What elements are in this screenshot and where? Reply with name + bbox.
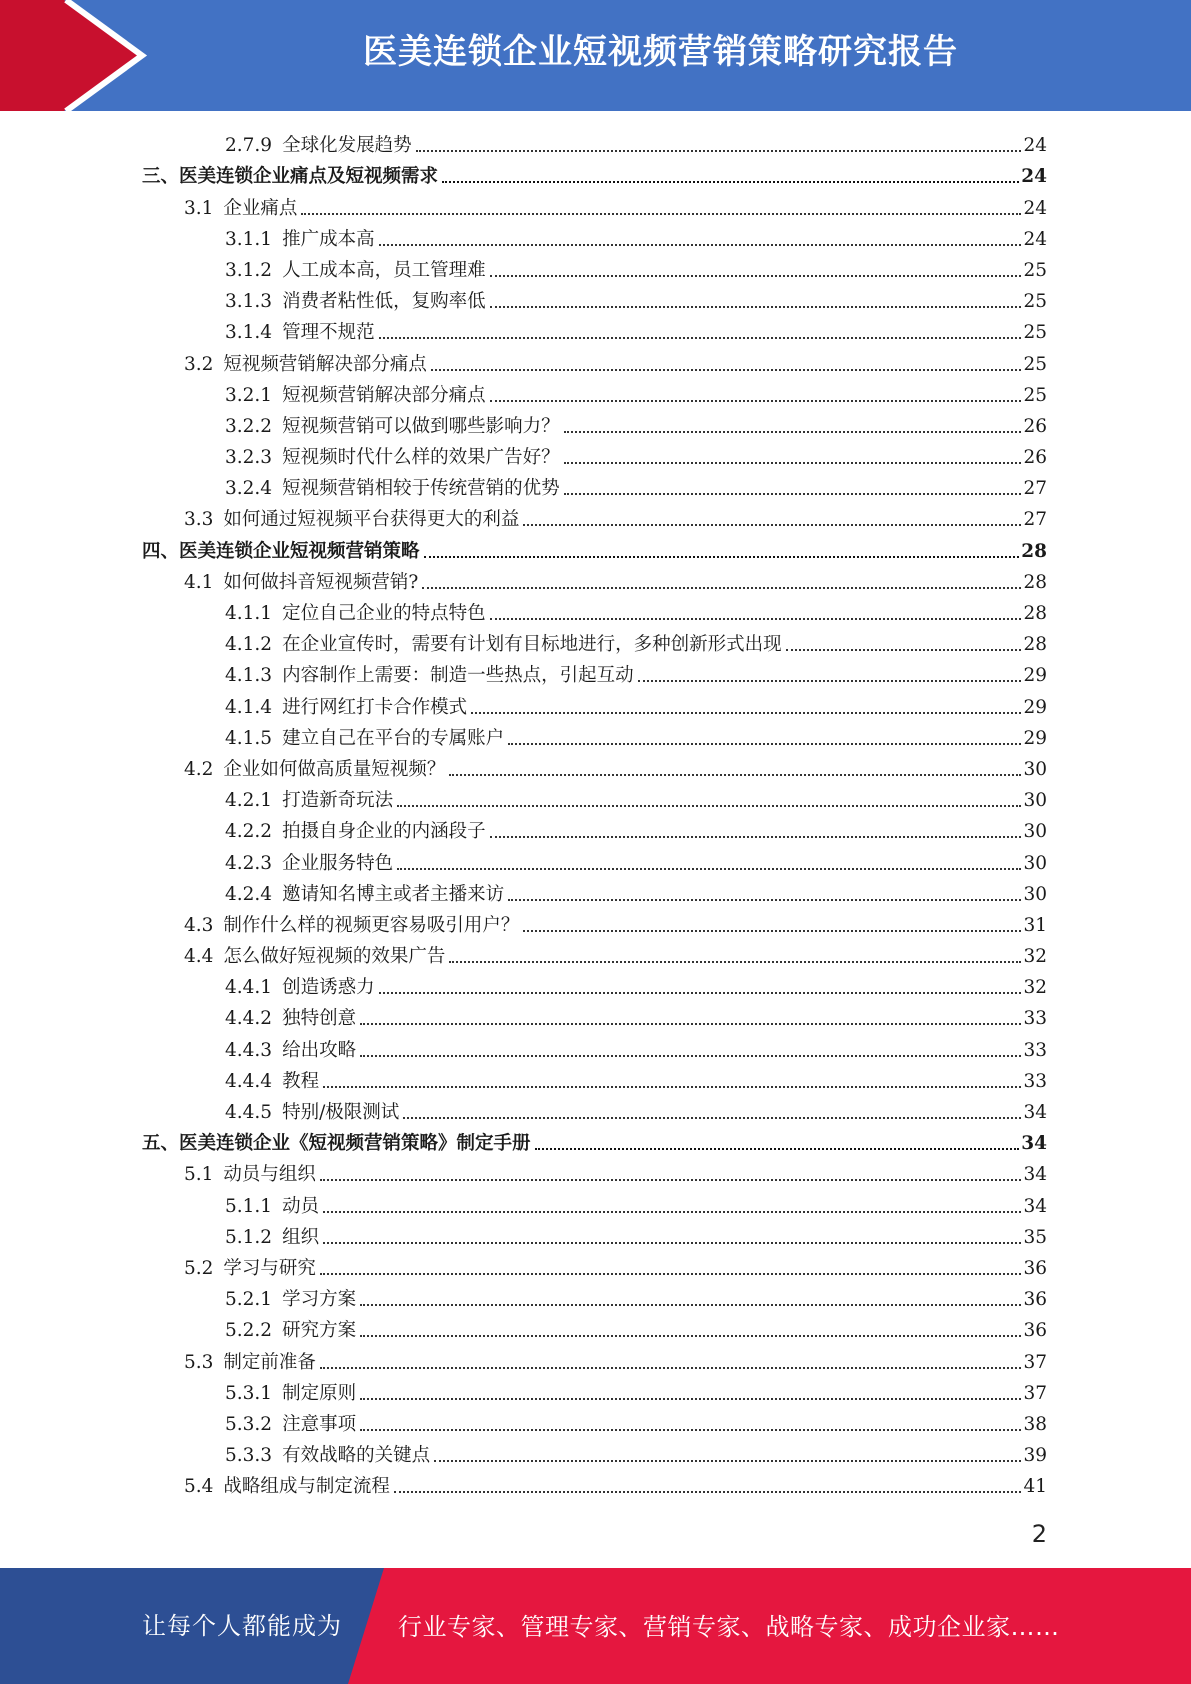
- toc-entry[interactable]: [0, 781, 1191, 812]
- toc-entry-number: 3.1.1: [225, 228, 273, 250]
- toc-entry-title: 全球化发展趋势: [282, 135, 412, 157]
- toc-entry[interactable]: [0, 1218, 1191, 1249]
- toc-dot-leader: [360, 1304, 1021, 1306]
- toc-dot-leader: [508, 899, 1021, 901]
- toc-entry-number: 5.1.2: [225, 1226, 273, 1248]
- toc-entry-page: 33: [1023, 1070, 1047, 1092]
- toc-entry-number: 3.1.4: [225, 322, 273, 344]
- toc-entry[interactable]: [0, 656, 1191, 687]
- toc-entry-page: 24: [1021, 166, 1047, 188]
- toc-entry-page: 27: [1023, 509, 1047, 531]
- toc-entry-page: 26: [1023, 447, 1047, 469]
- toc-dot-leader: [360, 1335, 1021, 1337]
- toc-entry[interactable]: [0, 188, 1191, 219]
- toc-entry[interactable]: [0, 282, 1191, 313]
- footer-slogan-right: 行业专家、管理专家、营销专家、战略专家、成功企业家……: [398, 1613, 1060, 1641]
- toc-entry[interactable]: [0, 1342, 1191, 1373]
- toc-entry-title: 注意事项: [282, 1413, 357, 1435]
- toc-entry[interactable]: [0, 1030, 1191, 1061]
- toc-entry-title: 人工成本高，员工管理难: [282, 259, 486, 281]
- toc-entry[interactable]: [0, 344, 1191, 375]
- toc-entry-page: 28: [1023, 603, 1047, 624]
- toc-entry-title: 短视频时代什么样的效果广告好？: [282, 447, 560, 469]
- toc-dot-leader: [490, 836, 1022, 838]
- toc-dot-leader: [442, 181, 1019, 183]
- toc-entry[interactable]: [0, 1186, 1191, 1217]
- toc-entry-title: 特别/极限测试: [282, 1102, 400, 1123]
- toc-entry-number: 4.2.2: [225, 821, 273, 843]
- toc-entry-title: 如何做抖音短视频营销?: [223, 571, 419, 593]
- toc-entry-page: 26: [1023, 415, 1047, 437]
- toc-entry-number: 2.7.9: [225, 135, 273, 157]
- toc-entry-number: 5.3.3: [225, 1445, 273, 1467]
- toc-dot-leader: [424, 556, 1020, 558]
- toc-entry[interactable]: [0, 313, 1191, 344]
- toc-entry-page: 24: [1023, 135, 1047, 157]
- toc-entry[interactable]: [0, 906, 1191, 937]
- toc-entry-title: 如何通过短视频平台获得更大的利益: [223, 509, 520, 531]
- toc-entry-number: 4.4.1: [225, 977, 273, 999]
- toc-entry-page: 31: [1023, 914, 1047, 936]
- toc-dot-leader: [360, 1429, 1021, 1431]
- toc-entry[interactable]: [0, 220, 1191, 251]
- toc-entry-number: 4.2: [184, 758, 214, 780]
- toc-dot-leader: [523, 524, 1021, 526]
- toc-entry-title: 组织: [282, 1226, 320, 1248]
- toc-entry-page: 25: [1023, 291, 1047, 313]
- toc-entry-title: 企业服务特色: [282, 852, 394, 874]
- toc-entry-title: 短视频营销解决部分痛点: [223, 353, 427, 375]
- toc-entry[interactable]: [0, 1405, 1191, 1436]
- toc-entry-number: 3.2.3: [225, 447, 273, 469]
- toc-entry[interactable]: [0, 500, 1191, 531]
- toc-entry-number: 5.3.2: [225, 1413, 273, 1435]
- toc-entry-title: 制作什么样的视频更容易吸引用户？: [223, 914, 520, 936]
- toc-entry-title: 战略组成与制定流程: [223, 1476, 390, 1498]
- toc-entry-title: 研究方案: [282, 1320, 357, 1342]
- toc-dot-leader: [434, 1460, 1021, 1462]
- toc-entry-number: 4.4.4: [225, 1070, 273, 1092]
- toc-dot-leader: [638, 680, 1022, 682]
- toc-entry-number: 4.1.5: [225, 727, 273, 749]
- toc-entry-page: 30: [1023, 852, 1047, 874]
- toc-entry-number: 4.1: [184, 571, 214, 593]
- toc-entry-number: 4.2.4: [225, 883, 273, 905]
- toc-entry[interactable]: [0, 1093, 1191, 1124]
- toc-entry-title: 医美连锁企业痛点及短视频需求: [179, 166, 439, 188]
- toc-entry[interactable]: [0, 875, 1191, 906]
- toc-entry-title: 制定前准备: [223, 1351, 316, 1373]
- toc-dot-leader: [490, 306, 1022, 308]
- toc-entry-title: 学习与研究: [223, 1257, 316, 1279]
- toc-entry-title: 给出攻略: [282, 1039, 357, 1061]
- toc-dot-leader: [379, 992, 1022, 994]
- toc-entry-title: 制定原则: [282, 1382, 357, 1404]
- page-footer: [0, 1568, 1191, 1684]
- toc-dot-leader: [490, 618, 1022, 620]
- toc-dot-leader: [320, 1273, 1022, 1275]
- toc-dot-leader: [379, 244, 1022, 246]
- toc-entry-number: 5.2.1: [225, 1289, 273, 1311]
- toc-entry-number: 3.2.4: [225, 478, 273, 500]
- toc-entry-page: 24: [1023, 228, 1047, 250]
- toc-entry-page: 36: [1023, 1289, 1047, 1311]
- toc-entry-number: 四、: [142, 540, 180, 562]
- toc-entry-title: 企业痛点: [223, 197, 298, 219]
- toc-entry-page: 25: [1023, 353, 1047, 375]
- toc-dot-leader: [360, 1023, 1021, 1025]
- toc-entry-number: 三、: [142, 166, 180, 188]
- toc-entry-page: 37: [1023, 1382, 1047, 1404]
- toc-entry[interactable]: [0, 1155, 1191, 1186]
- toc-entry-number: 4.1.3: [225, 665, 273, 687]
- toc-entry-number: 5.1.1: [225, 1195, 273, 1217]
- toc-entry-number: 5.1: [184, 1164, 214, 1186]
- toc-dot-leader: [416, 150, 1022, 152]
- toc-entry-number: 3.2: [184, 353, 214, 375]
- toc-entry-page: 34: [1023, 1102, 1047, 1123]
- toc-entry-number: 3.1.3: [225, 291, 273, 313]
- toc-entry[interactable]: [0, 157, 1191, 188]
- toc-dot-leader: [564, 462, 1022, 464]
- toc-entry-page: 34: [1023, 1164, 1047, 1186]
- toc-entry-page: 25: [1023, 259, 1047, 281]
- toc-dot-leader: [449, 774, 1021, 776]
- toc-entry[interactable]: [0, 687, 1191, 718]
- toc-dot-leader: [323, 1086, 1021, 1088]
- toc-entry-page: 27: [1023, 478, 1047, 500]
- toc-entry-title: 创造诱惑力: [282, 977, 375, 999]
- toc-entry-page: 30: [1023, 883, 1047, 905]
- toc-entry-title: 短视频营销相较于传统营销的优势: [282, 478, 560, 500]
- toc-entry-page: 33: [1023, 1039, 1047, 1061]
- toc-entry-title: 独特创意: [282, 1008, 357, 1030]
- toc-entry[interactable]: [0, 1062, 1191, 1093]
- toc-entry-number: 3.3: [184, 509, 214, 531]
- toc-dot-leader: [449, 961, 1021, 963]
- toc-entry-page: 28: [1021, 540, 1047, 562]
- toc-dot-leader: [403, 1117, 1021, 1119]
- toc-entry-page: 24: [1023, 197, 1047, 219]
- report-title: 医美连锁企业短视频营销策略研究报告: [363, 32, 958, 72]
- toc-entry[interactable]: [0, 1280, 1191, 1311]
- toc-dot-leader: [360, 1055, 1021, 1057]
- toc-entry-page: 34: [1023, 1195, 1047, 1217]
- toc-entry-page: 39: [1023, 1445, 1047, 1467]
- toc-entry-page: 37: [1023, 1351, 1047, 1373]
- toc-entry-title: 医美连锁企业短视频营销策略: [179, 540, 420, 562]
- toc-dot-leader: [523, 930, 1021, 932]
- toc-entry-title: 消费者粘性低，复购率低: [282, 291, 486, 313]
- toc-dot-leader: [323, 1242, 1021, 1244]
- page-header: [0, 0, 1191, 111]
- toc-entry-title: 动员: [282, 1195, 320, 1217]
- table-of-contents: [0, 126, 1191, 1498]
- toc-dot-leader: [320, 1179, 1022, 1181]
- toc-entry-page: 30: [1023, 790, 1047, 812]
- toc-dot-leader: [786, 649, 1022, 651]
- toc-dot-leader: [490, 400, 1022, 402]
- toc-entry-number: 5.3.1: [225, 1382, 273, 1404]
- toc-entry-number: 5.2: [184, 1257, 214, 1279]
- toc-entry[interactable]: [0, 407, 1191, 438]
- toc-entry-page: 41: [1023, 1476, 1047, 1498]
- toc-entry-title: 短视频营销可以做到哪些影响力？: [282, 415, 560, 437]
- toc-entry[interactable]: [0, 376, 1191, 407]
- toc-entry-number: 3.1: [184, 197, 214, 219]
- toc-entry-title: 打造新奇玩法: [282, 790, 394, 812]
- toc-entry-page: 28: [1023, 571, 1047, 593]
- toc-dot-leader: [471, 712, 1021, 714]
- toc-entry-title: 邀请知名博主或者主播来访: [282, 883, 505, 905]
- toc-entry[interactable]: [0, 812, 1191, 843]
- toc-dot-leader: [379, 337, 1022, 339]
- toc-entry[interactable]: [0, 937, 1191, 968]
- toc-entry-number: 4.4.3: [225, 1039, 273, 1061]
- toc-entry-title: 定位自己企业的特点特色: [282, 603, 486, 624]
- toc-entry-number: 5.3: [184, 1351, 214, 1373]
- toc-entry-number: 4.4: [184, 946, 214, 968]
- toc-entry-page: 29: [1023, 696, 1047, 718]
- toc-entry-page: 36: [1023, 1320, 1047, 1342]
- toc-dot-leader: [564, 431, 1022, 433]
- toc-entry-number: 5.2.2: [225, 1320, 273, 1342]
- toc-entry-title: 医美连锁企业《短视频营销策略》制定手册: [179, 1133, 531, 1155]
- footer-slogan-left: 让每个人都能成为: [142, 1612, 342, 1640]
- toc-entry-number: 3.2.2: [225, 415, 273, 437]
- toc-entry-page: 38: [1023, 1413, 1047, 1435]
- toc-entry-page: 32: [1023, 977, 1047, 999]
- toc-entry-page: 25: [1023, 322, 1047, 344]
- toc-dot-leader: [564, 493, 1022, 495]
- toc-entry-number: 4.3: [184, 914, 214, 936]
- toc-dot-leader: [431, 369, 1022, 371]
- toc-entry[interactable]: [0, 843, 1191, 874]
- toc-entry-title: 内容制作上需要：制造一些热点，引起互动: [282, 665, 634, 687]
- toc-entry[interactable]: [0, 126, 1191, 157]
- toc-entry-page: 30: [1023, 758, 1047, 780]
- page-number: 2: [1031, 1520, 1047, 1548]
- toc-entry[interactable]: [0, 1124, 1191, 1155]
- toc-dot-leader: [490, 275, 1022, 277]
- toc-entry-title: 进行网红打卡合作模式: [282, 696, 468, 718]
- toc-entry[interactable]: [0, 1249, 1191, 1280]
- toc-entry-number: 4.1.2: [225, 634, 273, 656]
- toc-dot-leader: [508, 743, 1021, 745]
- toc-dot-leader: [397, 805, 1021, 807]
- toc-entry[interactable]: [0, 968, 1191, 999]
- toc-entry-title: 动员与组织: [223, 1164, 316, 1186]
- toc-entry-title: 学习方案: [282, 1289, 357, 1311]
- toc-entry-title: 拍摄自身企业的内涵段子: [282, 821, 486, 843]
- toc-entry-page: 25: [1023, 384, 1047, 406]
- toc-entry-number: 4.4.2: [225, 1008, 273, 1030]
- toc-entry[interactable]: [0, 563, 1191, 594]
- toc-entry-page: 32: [1023, 946, 1047, 968]
- toc-entry[interactable]: [0, 1467, 1191, 1498]
- toc-entry[interactable]: [0, 594, 1191, 625]
- toc-dot-leader: [360, 1398, 1021, 1400]
- toc-entry-title: 有效战略的关键点: [282, 1445, 431, 1467]
- toc-entry-page: 30: [1023, 821, 1047, 843]
- toc-entry-title: 在企业宣传时，需要有计划有目标地进行，多种创新形式出现: [282, 634, 782, 656]
- toc-entry-page: 29: [1023, 727, 1047, 749]
- toc-entry[interactable]: [0, 750, 1191, 781]
- toc-entry-title: 推广成本高: [282, 228, 375, 250]
- toc-entry-title: 短视频营销解决部分痛点: [282, 384, 486, 406]
- toc-entry-page: 28: [1023, 634, 1047, 656]
- toc-entry-number: 3.1.2: [225, 259, 273, 281]
- toc-entry[interactable]: [0, 625, 1191, 656]
- toc-entry-page: 34: [1021, 1133, 1047, 1155]
- toc-entry-number: 5.4: [184, 1476, 214, 1498]
- toc-dot-leader: [394, 1491, 1022, 1493]
- toc-entry[interactable]: [0, 1436, 1191, 1467]
- toc-entry-number: 4.4.5: [225, 1102, 273, 1123]
- toc-entry-number: 4.1.4: [225, 696, 273, 718]
- toc-entry[interactable]: [0, 719, 1191, 750]
- toc-entry-number: 4.2.1: [225, 790, 273, 812]
- toc-entry-page: 35: [1023, 1226, 1047, 1248]
- toc-entry[interactable]: [0, 531, 1191, 562]
- toc-entry-title: 管理不规范: [282, 322, 375, 344]
- toc-entry-page: 36: [1023, 1257, 1047, 1279]
- toc-dot-leader: [323, 1211, 1021, 1213]
- toc-entry-page: 29: [1023, 665, 1047, 687]
- toc-entry-number: 五、: [142, 1133, 180, 1155]
- toc-entry[interactable]: [0, 438, 1191, 469]
- toc-entry-page: 33: [1023, 1008, 1047, 1030]
- toc-dot-leader: [397, 868, 1021, 870]
- toc-dot-leader: [535, 1148, 1020, 1150]
- toc-entry[interactable]: [0, 251, 1191, 282]
- toc-entry[interactable]: [0, 999, 1191, 1030]
- toc-entry[interactable]: [0, 1311, 1191, 1342]
- toc-entry-title: 怎么做好短视频的效果广告: [223, 946, 446, 968]
- toc-entry-number: 4.1.1: [225, 603, 273, 624]
- toc-entry-number: 4.2.3: [225, 852, 273, 874]
- toc-entry-title: 建立自己在平台的专属账户: [282, 727, 505, 749]
- toc-entry-title: 教程: [282, 1070, 320, 1092]
- toc-dot-leader: [320, 1367, 1022, 1369]
- toc-entry-title: 企业如何做高质量短视频？: [223, 758, 446, 780]
- toc-entry[interactable]: [0, 469, 1191, 500]
- toc-entry-number: 3.2.1: [225, 384, 273, 406]
- toc-dot-leader: [301, 213, 1021, 215]
- toc-dot-leader: [422, 587, 1021, 589]
- toc-entry[interactable]: [0, 1374, 1191, 1405]
